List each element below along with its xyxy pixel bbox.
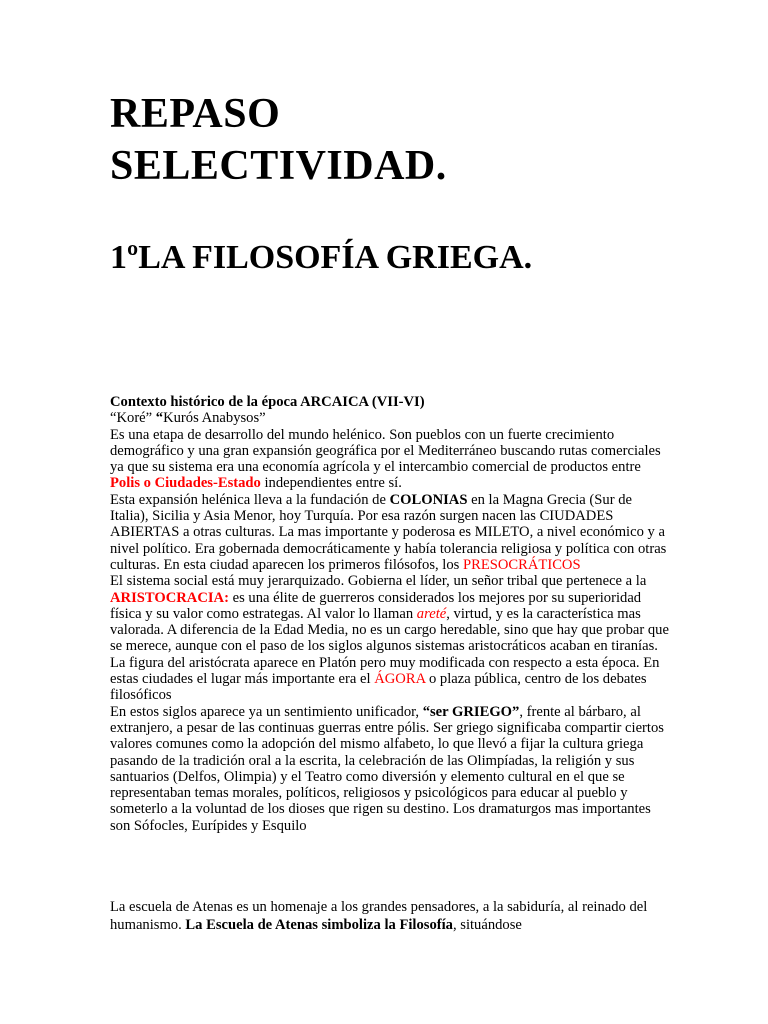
title-line-1: REPASO — [110, 91, 281, 137]
agora-highlight: ÁGORA — [374, 671, 426, 688]
paragraph-3-text-d: o plaza pública, centro de los debates filosóficos — [110, 671, 647, 704]
paragraph-1-text-b: independientes entre sí. — [260, 475, 402, 492]
paragraph-3-text-a: El sistema social está muy jerarquizado. Gobierna el líder, un señor tribal que pertenece a la — [110, 573, 647, 590]
paragraph-1 — [110, 427, 670, 492]
kuros-text: Kurós Anabysos” — [163, 410, 266, 427]
paragraph-5-text-b: , situándose — [452, 916, 522, 933]
escuela-atenas-bold: La Escuela de Atenas simboliza la Filosofía — [185, 916, 453, 933]
paragraph-4-text-b: , frente al bárbaro, al extranjero, a pesar de las continuas guerras entre pólis. Ser griego significaba compartir ciertos valores comunes como la adopción del mismo alfabeto, lo que llevó a fijar la cultura griega pasando de la tradición oral a la escrita, la celebración de las Olimpíadas, la religión y sus santuarios (Delfos, Olimpia) y el Teatro como diversión y elemento cultural en el que se representaban temas morales, políticos, religiosos y psicológicos para educar al pueblo y someterlo a la voluntad de los dioses que rigen su destino. Los dramaturgos mas importantes son Sófocles, Eurípides y Esquilo — [110, 703, 664, 834]
kore-line — [110, 410, 670, 426]
document-title — [110, 88, 447, 192]
colonias-bold: COLONIAS — [389, 491, 468, 508]
arete-highlight: areté — [416, 605, 447, 622]
title-line-2: SELECTIVIDAD. — [110, 143, 447, 189]
paragraph-3 — [110, 573, 670, 703]
paragraph-1-text-a: Es una etapa de desarrollo del mundo helénico. Son pueblos con un fuerte crecimiento demográfico y una gran expansión geográfica por el Mediterráneo buscando rutas comerciales ya que su sistema era una economía agrícola y el intercambio comercial de productos entre — [110, 426, 661, 476]
paragraph-5 — [110, 899, 670, 934]
section-heading: Contexto histórico de la época ARCAICA (VII-VI) — [110, 394, 425, 410]
kore-quote-bold: “ — [155, 410, 164, 427]
document-subtitle: 1ºLA FILOSOFÍA GRIEGA. — [110, 239, 533, 276]
aristocracia-highlight: ARISTOCRACIA: — [110, 589, 229, 606]
paragraph-3-text-c: , virtud, y es la característica mas valorada. A diferencia de la Edad Media, no es un cargo heredable, sino que hay que probar que se merece, aunque con el paso de los siglos algunos sistemas aristocráticos acaban en tiranías. La figura del aristócrata aparece en Platón pero muy modificada con respecto a esta época. En estas ciudades el lugar más importante era el — [110, 605, 669, 688]
paragraph-2-text-a: Esta expansión helénica lleva a la fundación de — [110, 491, 390, 508]
paragraph-2-text-b: en la Magna Grecia (Sur de Italia), Sicilia y Asia Menor, hoy Turquía. Por esa razón surgen nacen las CIUDADES ABIERTAS a otras culturas. La mas importante y poderosa es MILETO, a nivel económico y a nivel político. Era gobernada democráticamente y había tolerancia religiosa y política con otras culturas. En esta ciudad aparecen los primeros filósofos, los — [110, 491, 667, 573]
paragraph-4 — [110, 704, 670, 834]
paragraph-5-text-a: La escuela de Atenas es un homenaje a los grandes pensadores, a la sabiduría, al reinado del humanismo. — [110, 899, 648, 933]
ser-griego-bold: “ser GRIEGO” — [422, 703, 520, 720]
paragraph-3-text-b: es una élite de guerreros considerados los mejores por su superioridad física y su valor como estrategas. Al valor lo llaman — [110, 589, 642, 622]
polis-highlight: Polis o Ciudades-Estado — [110, 475, 261, 492]
kore-text: “Koré” — [110, 410, 156, 427]
paragraph-2 — [110, 492, 670, 573]
body-text — [110, 394, 670, 834]
paragraph-4-text-a: En estos siglos aparece ya un sentimiento unificador, — [110, 703, 423, 720]
presocraticos-highlight: PRESOCRÁTICOS — [463, 556, 581, 573]
